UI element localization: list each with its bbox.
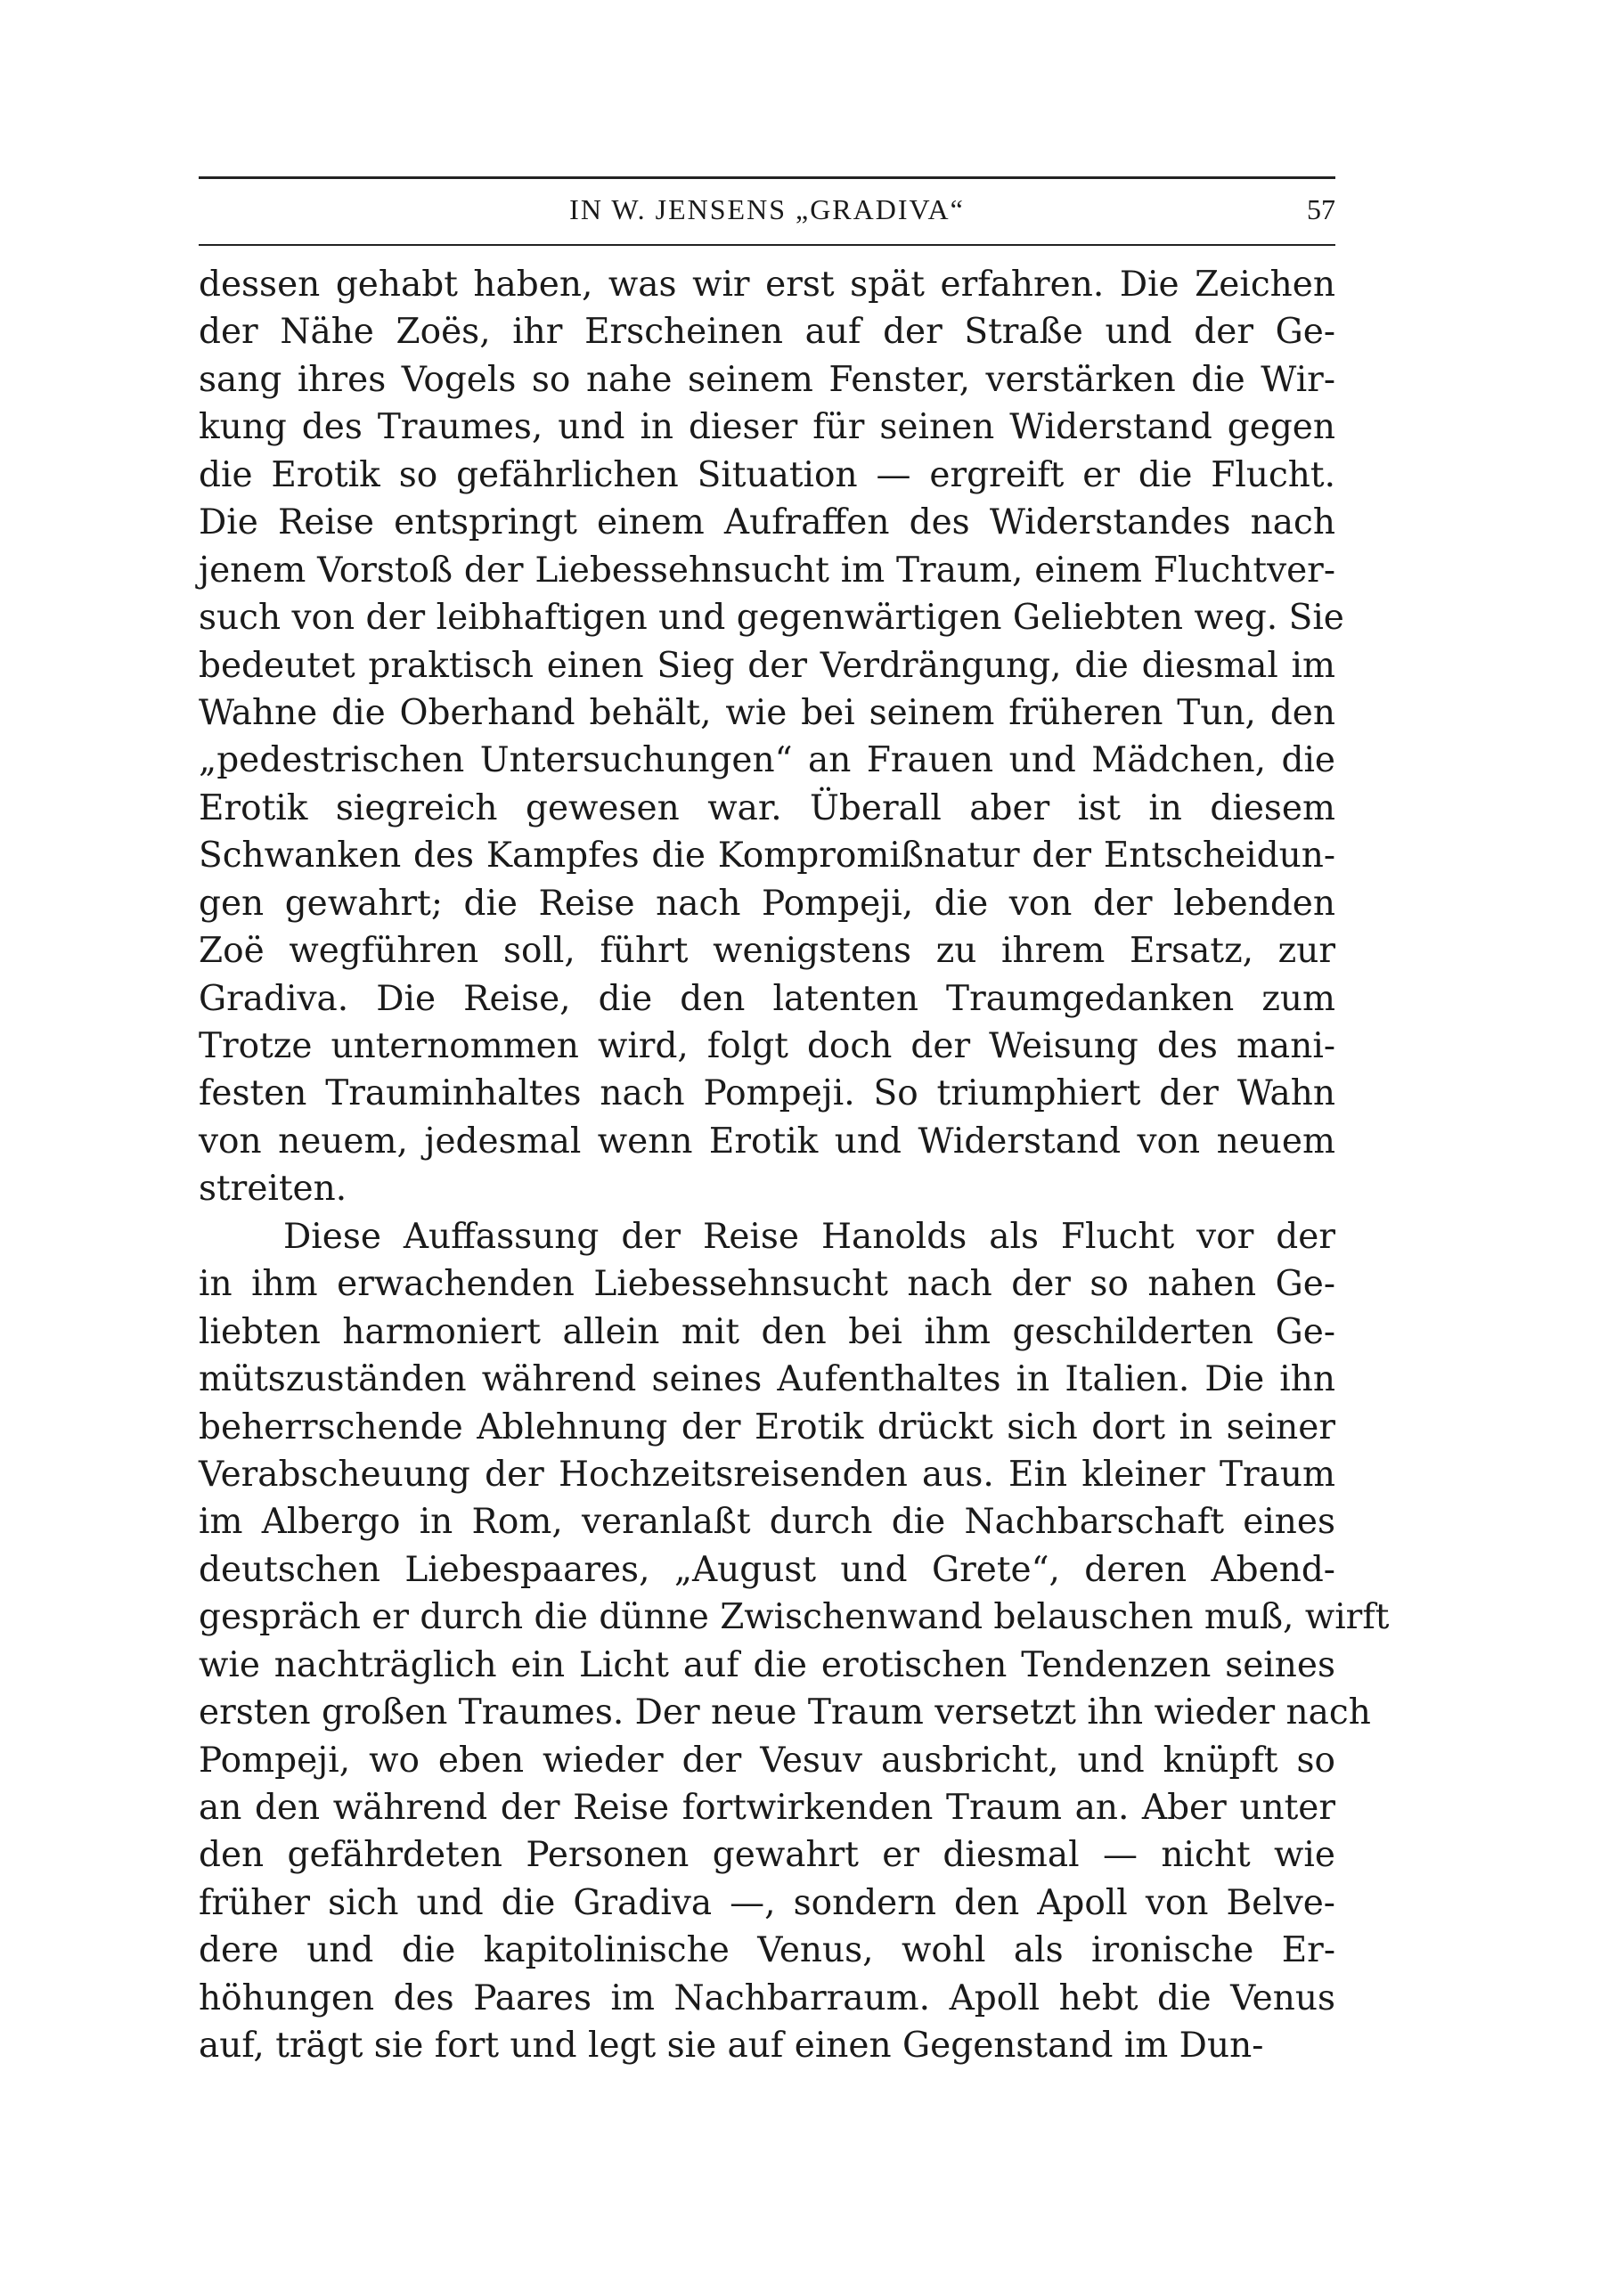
text-line: Pompeji, wo eben wieder der Vesuv ausbricht, und knüpft so — [199, 1740, 1335, 1781]
text-line: gen gewahrt; die Reise nach Pompeji, die von der lebenden — [199, 883, 1335, 924]
text-line: beherrschende Ablehnung der Erotik drückt sich dort in seiner — [199, 1406, 1335, 1447]
text-line: liebten harmoniert allein mit den bei ihm geschilderten Ge- — [199, 1311, 1335, 1352]
text-line: Diese Auffassung der Reise Hanolds als Flucht vor der — [283, 1216, 1335, 1257]
text-line: festen Trauminhaltes nach Pompeji. So triumphiert der Wahn — [199, 1073, 1335, 1114]
text-line: „pedestrischen Untersuchungen“ an Frauen und Mädchen, die — [199, 740, 1335, 781]
text-line: früher sich und die Gradiva —, sondern den Apoll von Belve- — [199, 1882, 1335, 1923]
text-line: von neuem, jedesmal wenn Erotik und Widerstand von neuem — [199, 1121, 1335, 1162]
text-line: gespräch er durch die dünne Zwischenwand belauschen muß, wirft — [199, 1597, 1390, 1638]
text-line: streiten. — [199, 1169, 347, 1210]
text-line: in ihm erwachenden Liebessehnsucht nach der so nahen Ge- — [199, 1264, 1335, 1305]
paragraph — [199, 1213, 1390, 2070]
text-line: an den während der Reise fortwirkenden Traum an. Aber unter — [199, 1788, 1335, 1828]
page-header — [199, 176, 1335, 246]
text-line: Verabscheuung der Hochzeitsreisenden aus. Ein kleiner Traum — [199, 1454, 1335, 1495]
text-line: Zoë wegführen soll, führt wenigstens zu ihrem Ersatz, zur — [199, 931, 1335, 972]
text-line: Trotze unternommen wird, folgt doch der Weisung des mani- — [199, 1026, 1335, 1066]
text-line: Wahne die Oberhand behält, wie bei seinem früheren Tun, den — [199, 692, 1335, 733]
text-line: wie nachträglich ein Licht auf die erotischen Tendenzen seines — [199, 1644, 1335, 1685]
text-line: jenem Vorstoß der Liebessehnsucht im Traum, einem Fluchtver- — [199, 550, 1335, 591]
text-line: kung des Traumes, und in dieser für seinen Widerstand gegen — [199, 407, 1335, 448]
text-line: Die Reise entspringt einem Aufraffen des Widerstandes nach — [199, 502, 1335, 543]
body-text — [199, 261, 1390, 2070]
text-line: den gefährdeten Personen gewahrt er diesmal — nicht wie — [199, 1835, 1335, 1876]
text-line: die Erotik so gefährlichen Situation — ergreift er die Flucht. — [199, 454, 1335, 495]
text-line: höhungen des Paares im Nachbarraum. Apoll hebt die Venus — [199, 1977, 1335, 2018]
text-line: such von der leibhaftigen und gegenwärtigen Geliebten weg. Sie — [199, 598, 1344, 639]
page-number: 57 — [1307, 193, 1335, 225]
text-line: ersten großen Traumes. Der neue Traum versetzt ihn wieder nach — [199, 1692, 1371, 1733]
text-line: sang ihres Vogels so nahe seinem Fenster, verstärken die Wir- — [199, 359, 1335, 400]
text-line: mütszuständen während seines Aufenthaltes in Italien. Die ihn — [199, 1359, 1335, 1400]
paragraph — [199, 261, 1344, 1213]
text-line: Schwanken des Kampfes die Kompromißnatur der Entscheidun- — [199, 836, 1335, 877]
text-line: bedeutet praktisch einen Sieg der Verdrängung, die diesmal im — [199, 645, 1335, 686]
text-line: auf, trägt sie fort und legt sie auf einen Gegenstand im Dun- — [199, 2026, 1264, 2067]
text-line: dere und die kapitolinische Venus, wohl als ironische Er- — [199, 1930, 1335, 1971]
text-line: der Nähe Zoës, ihr Erscheinen auf der Straße und der Ge- — [199, 312, 1335, 353]
text-line: Gradiva. Die Reise, die den latenten Traumgedanken zum — [199, 978, 1335, 1019]
text-line: deutschen Liebespaares, „August und Grete“, deren Abend- — [199, 1549, 1335, 1590]
running-head: IN W. JENSENS „GRADIVA“ — [569, 193, 965, 225]
text-line: im Albergo in Rom, veranlaßt durch die Nachbarschaft eines — [199, 1502, 1335, 1543]
text-line: Erotik siegreich gewesen war. Überall aber ist in diesem — [199, 787, 1335, 828]
text-line: dessen gehabt haben, was wir erst spät erfahren. Die Zeichen — [199, 265, 1335, 305]
